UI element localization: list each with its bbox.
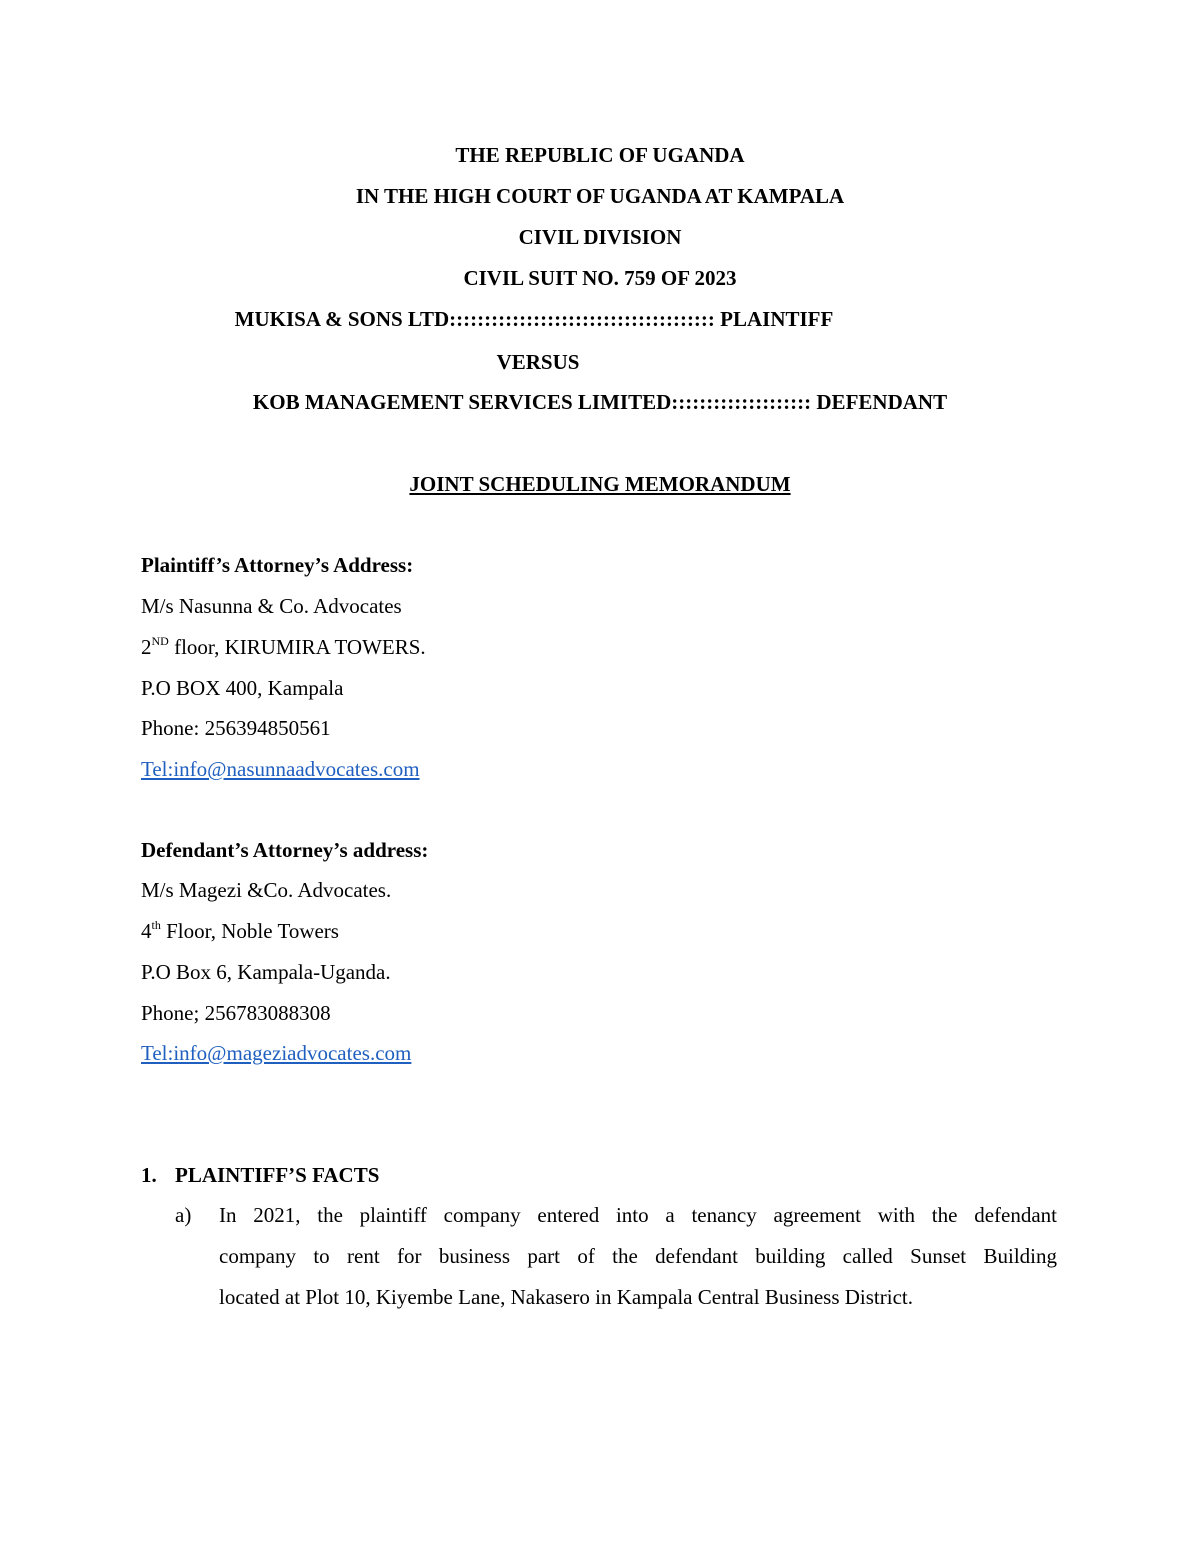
floor-number: 4 [141,919,152,943]
defendant-attorney-email-link[interactable]: Tel:info@mageziadvocates.com [141,1041,412,1065]
plaintiff-attorney-box: P.O BOX 400, Kampala [141,676,344,700]
floor-number: 2 [141,635,152,659]
floor-building: floor, KIRUMIRA TOWERS. [168,635,426,659]
plaintiff-attorney-phone: Phone: 256394850561 [141,716,331,740]
header-republic: THE REPUBLIC OF UGANDA [455,143,745,167]
list-item-label: a) [175,1203,192,1227]
plaintiff-attorney-floor [141,635,426,660]
floor-ordinal: th [151,918,161,932]
versus-label: VERSUS [496,350,580,374]
defendant-attorney-floor [141,919,339,944]
defendant-attorney-phone: Phone; 256783088308 [141,1001,331,1025]
floor-building: Floor, Noble Towers [160,919,339,943]
header-court: IN THE HIGH COURT OF UGANDA AT KAMPALA [355,184,845,208]
header-suit-number: CIVIL SUIT NO. 759 OF 2023 [463,266,737,290]
defendant-attorney-heading: Defendant’s Attorney’s address: [141,838,429,862]
section-heading: PLAINTIFF’S FACTS [175,1163,380,1187]
plaintiff-attorney-heading: Plaintiff’s Attorney’s Address: [141,553,414,577]
floor-ordinal: ND [151,634,169,648]
defendant-attorney-firm: M/s Magezi &Co. Advocates. [141,878,392,902]
plaintiff-party-line: MUKISA & SONS LTD:::::::::::::::::::::::::::::::::::::: PLAINTIFF [234,307,834,331]
header-division: CIVIL DIVISION [518,225,682,249]
plaintiff-attorney-firm: M/s Nasunna & Co. Advocates [141,594,402,618]
paragraph-line: In 2021, the plaintiff company entered into a tenancy agreement with the defendant [219,1203,1057,1227]
document-title: JOINT SCHEDULING MEMORANDUM [409,472,791,496]
paragraph-line: company to rent for business part of the defendant building called Sunset Building [219,1244,1057,1268]
plaintiff-attorney-email-link[interactable]: Tel:info@nasunnaadvocates.com [141,757,420,781]
section-number: 1. [141,1163,157,1187]
paragraph-line: located at Plot 10, Kiyembe Lane, Nakasero in Kampala Central Business District. [219,1285,913,1309]
defendant-party-line: KOB MANAGEMENT SERVICES LIMITED:::::::::::::::::::: DEFENDANT [252,390,948,414]
defendant-attorney-box: P.O Box 6, Kampala-Uganda. [141,960,391,984]
